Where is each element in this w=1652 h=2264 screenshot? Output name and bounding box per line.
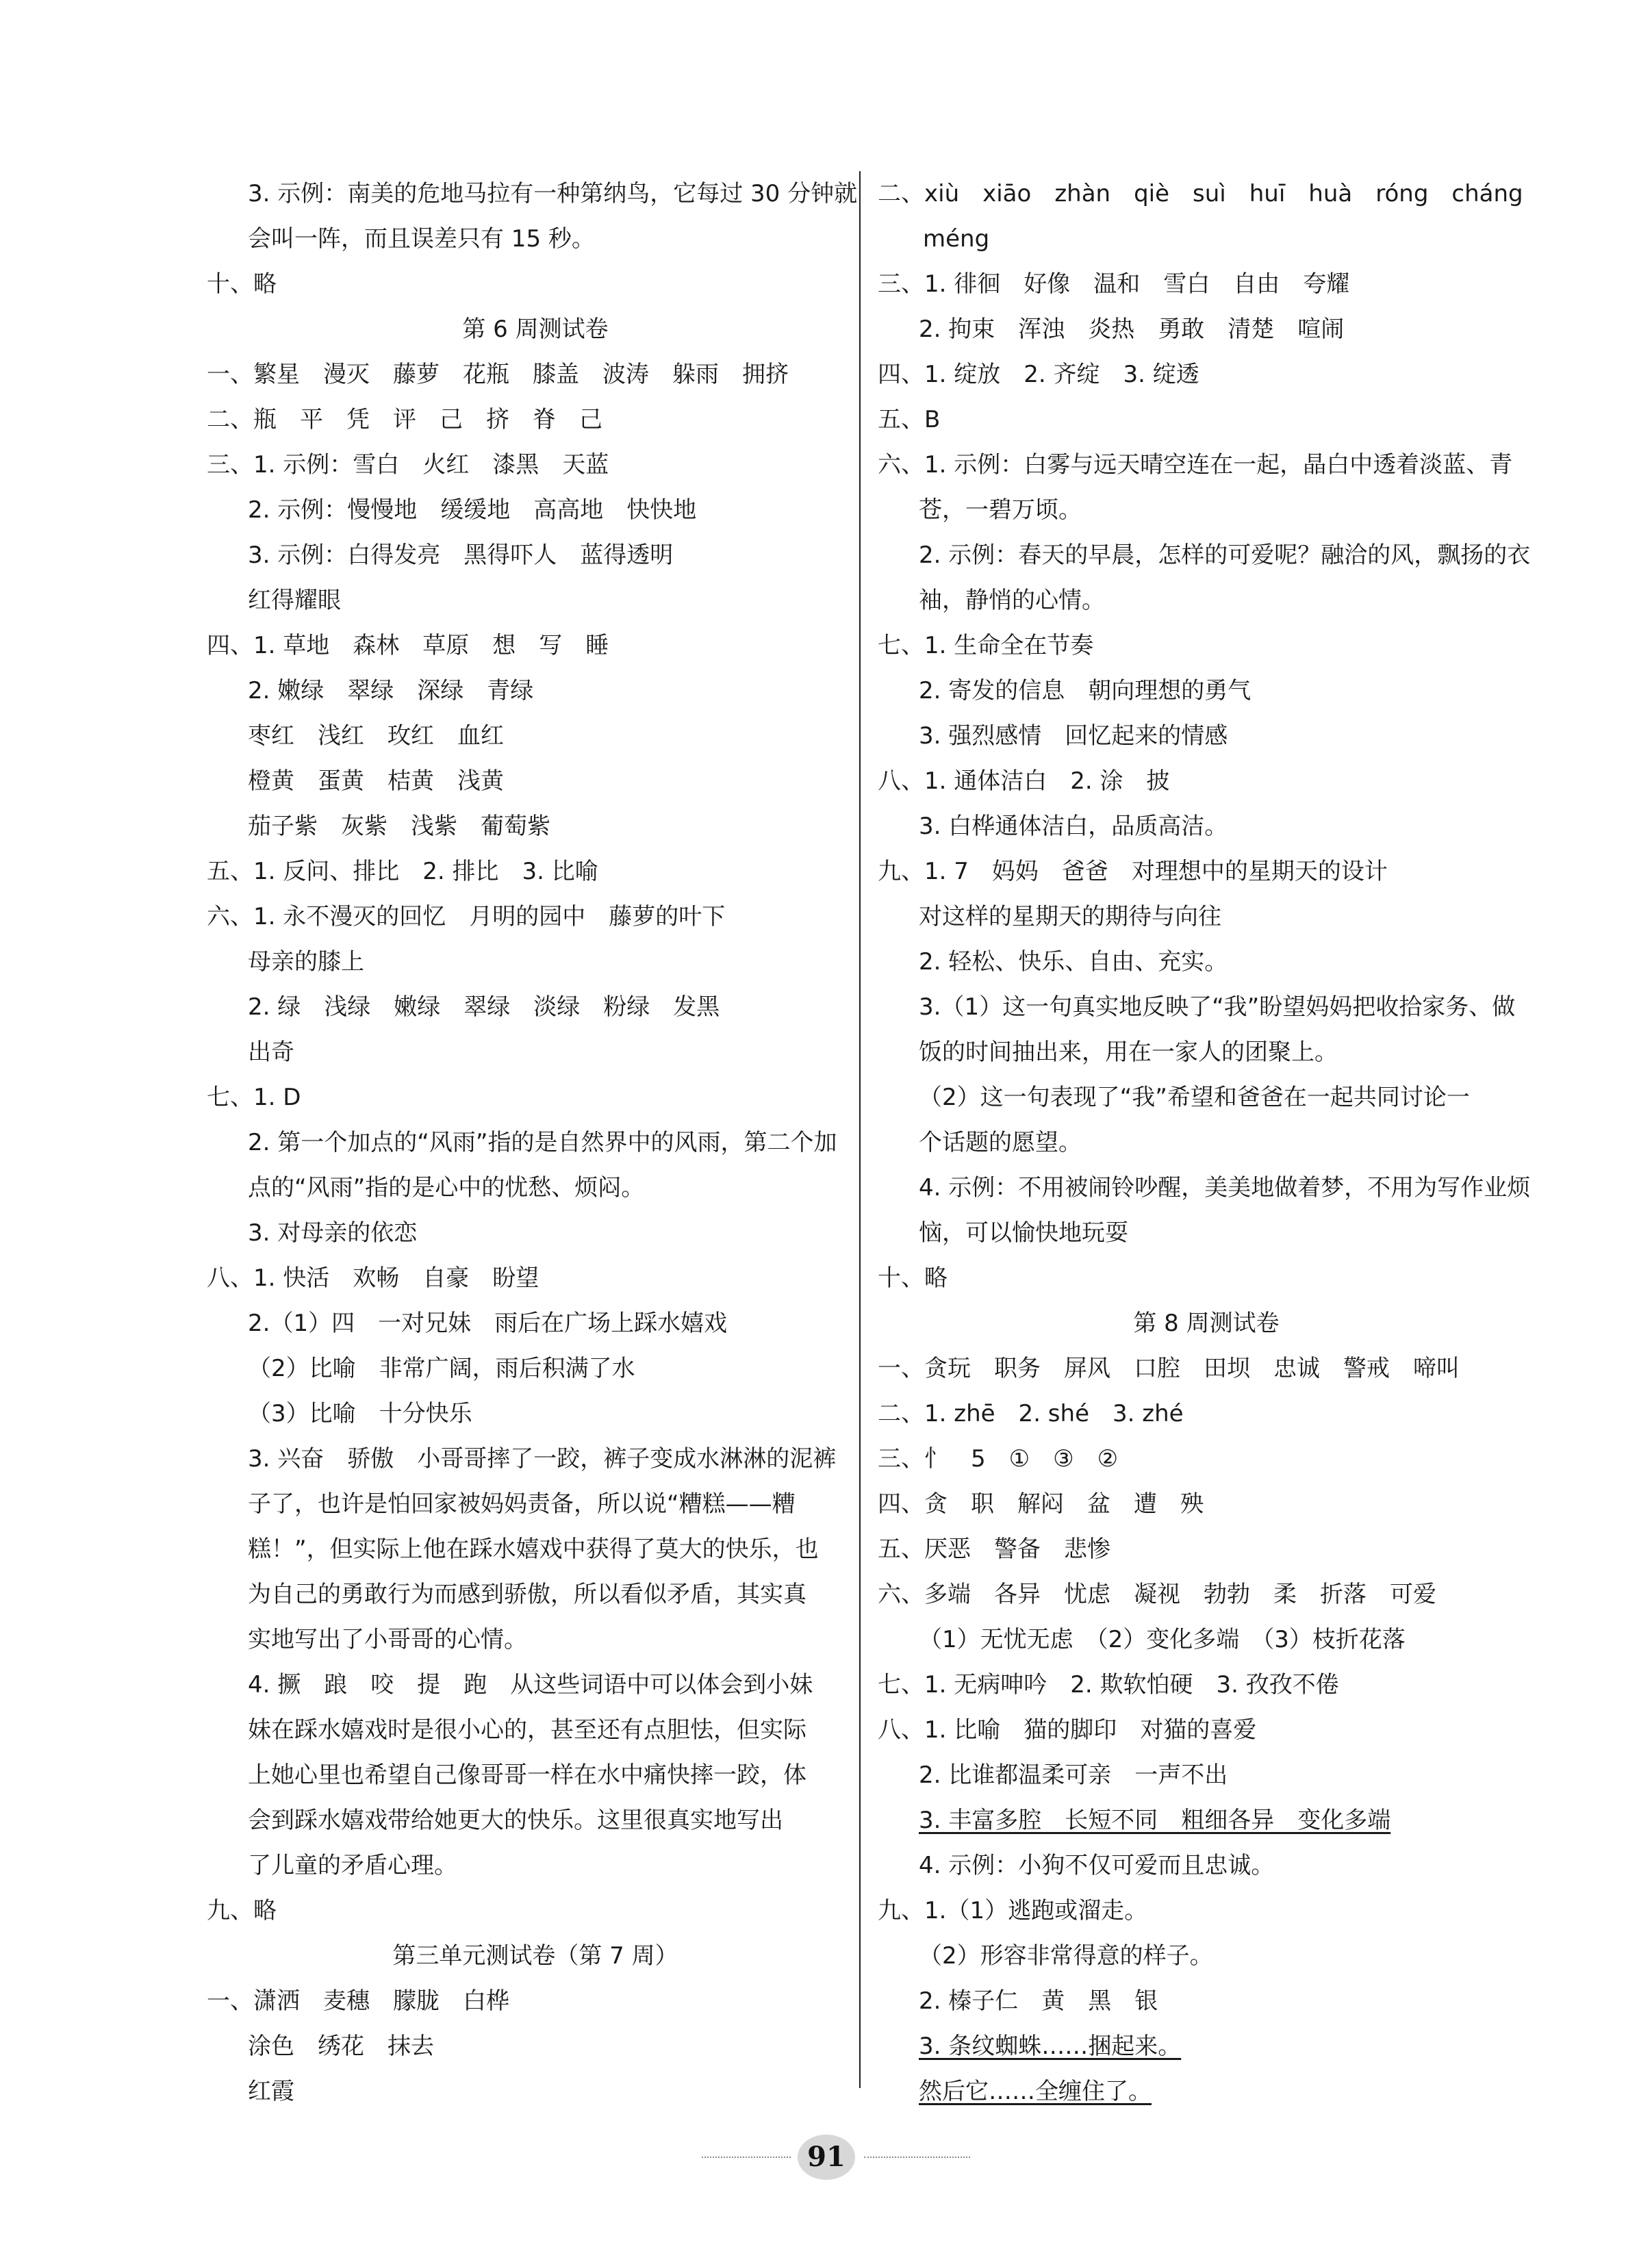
answer-line: 二、瓶 平 凭 评 己 挤 脊 己 xyxy=(207,406,602,433)
answer-line: 2. 榛子仁 黄 黑 银 xyxy=(919,1987,1158,2015)
answer-line: 三、1. 示例：雪白 火红 漆黑 天蓝 xyxy=(207,451,609,479)
answer-line: 六、1. 示例：白雾与远天晴空连在一起，晶白中透着淡蓝、青 xyxy=(878,451,1513,479)
answer-line: 九、1.（1）逃跑或溜走。 xyxy=(878,1897,1148,1924)
answer-line: 七、1. 生命全在节奏 xyxy=(878,632,1094,659)
left-answer-column xyxy=(207,171,864,2114)
answer-line: 会叫一阵，而且误差只有 15 秒。 xyxy=(248,225,595,253)
answer-line: 九、1. 7 妈妈 爸爸 对理想中的星期天的设计 xyxy=(878,858,1388,885)
answer-line: 3. 对母亲的依恋 xyxy=(248,1219,418,1247)
answer-line: 2.（1）四 一对兄妹 雨后在广场上踩水嬉戏 xyxy=(248,1310,728,1337)
section-heading: 第三单元测试卷（第 7 周） xyxy=(392,1942,678,1970)
answer-line: 2. 第一个加点的“风雨”指的是自然界中的风雨，第二个加 xyxy=(248,1129,837,1156)
answer-line: 二、1. zhē 2. shé 3. zhé xyxy=(878,1400,1184,1427)
answer-line: 一、潇洒 麦穗 朦胧 白桦 xyxy=(207,1987,509,2015)
answer-line: 3.（1）这一句真实地反映了“我”盼望妈妈把收拾家务、做 xyxy=(919,993,1516,1021)
answer-line: 十、略 xyxy=(207,270,277,298)
answer-line: 对这样的星期天的期待与向往 xyxy=(919,903,1221,930)
answer-line: 2. 嫩绿 翠绿 深绿 青绿 xyxy=(248,677,534,704)
answer-line: 五、厌恶 警备 悲惨 xyxy=(878,1536,1110,1563)
answer-line: 七、1. D xyxy=(207,1084,301,1111)
answer-line: 五、1. 反问、排比 2. 排比 3. 比喻 xyxy=(207,858,598,885)
answer-line: 四、1. 绽放 2. 齐绽 3. 绽透 xyxy=(878,361,1199,388)
answer-line: 一、贪玩 职务 屏风 口腔 田坝 忠诚 警戒 啼叫 xyxy=(878,1355,1460,1382)
answer-line: 二、xiù xiāo zhàn qiè suì huī huà róng cháng xyxy=(878,180,1523,207)
answer-line: 六、多端 各异 忧虑 凝视 勃勃 柔 折落 可爱 xyxy=(878,1581,1436,1608)
answer-line: 点的“风雨”指的是心中的忧愁、烦闷。 xyxy=(248,1174,645,1201)
section-heading: 第 6 周测试卷 xyxy=(462,316,609,343)
right-answer-column xyxy=(878,171,1535,2114)
answer-line: 一、繁星 漫灭 藤萝 花瓶 膝盖 波涛 躲雨 拥挤 xyxy=(207,361,789,388)
answer-line: 糕！”，但实际上他在踩水嬉戏中获得了莫大的快乐，也 xyxy=(248,1536,819,1563)
answer-line: 涂色 绣花 抹去 xyxy=(248,2033,434,2060)
answer-line: méng xyxy=(923,225,990,253)
answer-line: （2）这一句表现了“我”希望和爸爸在一起共同讨论一 xyxy=(919,1084,1470,1111)
answer-line: 了儿童的矛盾心理。 xyxy=(248,1852,457,1879)
column-divider xyxy=(859,171,861,2088)
answer-line: 八、1. 通体洁白 2. 涂 披 xyxy=(878,767,1170,795)
answer-line: 十、略 xyxy=(878,1264,948,1292)
answer-line: 五、B xyxy=(878,406,941,433)
answer-line: 2. 寄发的信息 朝向理想的勇气 xyxy=(919,677,1251,704)
answer-line: 2. 绿 浅绿 嫩绿 翠绿 淡绿 粉绿 发黑 xyxy=(248,993,720,1021)
answer-line: 为自己的勇敢行为而感到骄傲，所以看似矛盾，其实真 xyxy=(248,1581,806,1608)
answer-line: （3）比喻 十分快乐 xyxy=(248,1400,472,1427)
answer-line: 八、1. 比喻 猫的脚印 对猫的喜爱 xyxy=(878,1716,1257,1744)
answer-line: 实地写出了小哥哥的心情。 xyxy=(248,1626,527,1653)
answer-line: 恼，可以愉快地玩耍 xyxy=(919,1219,1128,1247)
answer-line: 枣红 浅红 玫红 血红 xyxy=(248,722,504,750)
answer-line: 四、贪 职 解闷 盆 遭 殃 xyxy=(878,1490,1204,1518)
answer-line: 上她心里也希望自己像哥哥一样在水中痛快摔一跤，体 xyxy=(248,1761,806,1789)
answer-line: 2. 示例：春天的早晨，怎样的可爱呢？融洽的风，飘扬的衣 xyxy=(919,542,1531,569)
answer-line: （2）比喻 非常广阔，雨后积满了水 xyxy=(248,1355,635,1382)
answer-line: 六、1. 永不漫灭的回忆 月明的园中 藤萝的叶下 xyxy=(207,903,726,930)
answer-line: （2）形容非常得意的样子。 xyxy=(919,1942,1213,1970)
answer-line: 2. 比谁都温柔可亲 一声不出 xyxy=(919,1761,1228,1789)
answer-line: 茄子紫 灰紫 浅紫 葡萄紫 xyxy=(248,813,550,840)
footer-rule-left xyxy=(702,2157,791,2158)
answer-line: 母亲的膝上 xyxy=(248,948,364,976)
answer-line: 红得耀眼 xyxy=(248,587,341,614)
answer-line: 子了，也许是怕回家被妈妈责备，所以说“糟糕——糟 xyxy=(248,1490,796,1518)
answer-line: 2. 轻松、快乐、自由、充实。 xyxy=(919,948,1228,976)
answer-line: 3. 示例：白得发亮 黑得吓人 蓝得透明 xyxy=(248,542,674,569)
answer-line: 3. 兴奋 骄傲 小哥哥摔了一跤，裤子变成水淋淋的泥裤 xyxy=(248,1445,837,1473)
answer-line: 2. 拘束 浑浊 炎热 勇敢 清楚 喧闹 xyxy=(919,316,1345,343)
answer-line: 九、略 xyxy=(207,1897,277,1924)
answer-line: 苍，一碧万顷。 xyxy=(919,496,1082,524)
answer-line: 3. 白桦通体洁白，品质高洁。 xyxy=(919,813,1228,840)
answer-line: 袖，静悄的心情。 xyxy=(919,587,1105,614)
answer-line: 个话题的愿望。 xyxy=(919,1129,1082,1156)
page-number: 91 xyxy=(798,2135,855,2180)
answer-line: 八、1. 快活 欢畅 自豪 盼望 xyxy=(207,1264,539,1292)
answer-line: 三、1. 徘徊 好像 温和 雪白 自由 夸耀 xyxy=(878,270,1350,298)
answer-line: 3. 丰富多腔 长短不同 粗细各异 变化多端 xyxy=(919,1807,1391,1834)
footer-rule-right xyxy=(864,2157,970,2158)
answer-line: 饭的时间抽出来，用在一家人的团聚上。 xyxy=(919,1039,1338,1066)
answer-line: 出奇 xyxy=(248,1039,294,1066)
answer-line: 3. 条纹蜘蛛……捆起来。 xyxy=(919,2033,1182,2060)
answer-line: 三、忄 5 ① ③ ② xyxy=(878,1445,1119,1473)
answer-line: 2. 示例：慢慢地 缓缓地 高高地 快快地 xyxy=(248,496,697,524)
answer-line: 3. 强烈感情 回忆起来的情感 xyxy=(919,722,1228,750)
answer-line: 妹在踩水嬉戏时是很小心的，甚至还有点胆怯，但实际 xyxy=(248,1716,806,1744)
answer-line: 然后它……全缠住了。 xyxy=(919,2078,1152,2105)
answer-line: 4. 示例：不用被闹铃吵醒，美美地做着梦，不用为写作业烦 xyxy=(919,1174,1531,1201)
answer-line: 红霞 xyxy=(248,2078,294,2105)
answer-line: 4. 撅 踉 咬 提 跑 从这些词语中可以体会到小妹 xyxy=(248,1671,813,1699)
section-heading: 第 8 周测试卷 xyxy=(1133,1310,1280,1337)
answer-line: 3. 示例：南美的危地马拉有一种第纳鸟，它每过 30 分钟就 xyxy=(248,180,858,207)
answer-line: （1）无忧无虑 （2）变化多端 （3）枝折花落 xyxy=(919,1626,1406,1653)
answer-line: 橙黄 蛋黄 桔黄 浅黄 xyxy=(248,767,504,795)
answer-line: 七、1. 无病呻吟 2. 欺软怕硬 3. 孜孜不倦 xyxy=(878,1671,1339,1699)
answer-line: 会到踩水嬉戏带给她更大的快乐。这里很真实地写出 xyxy=(248,1807,783,1834)
answer-line: 4. 示例：小狗不仅可爱而且忠诚。 xyxy=(919,1852,1275,1879)
answer-line: 四、1. 草地 森林 草原 想 写 睡 xyxy=(207,632,609,659)
